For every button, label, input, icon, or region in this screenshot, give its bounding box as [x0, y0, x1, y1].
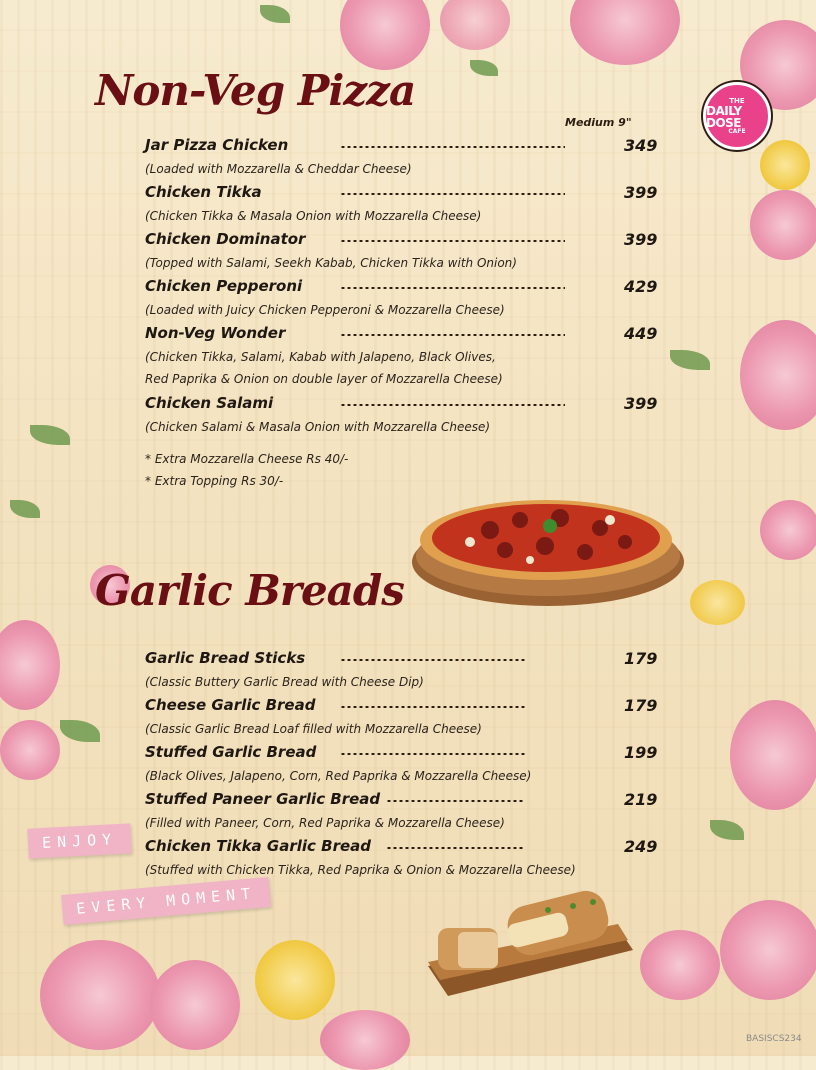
every-moment-banner: EVERY MOMENT [61, 877, 271, 925]
pizza-image [410, 490, 685, 608]
dot-leader [340, 753, 525, 755]
dot-leader [340, 404, 565, 406]
flower-decoration [0, 720, 60, 780]
item-description: (Stuffed with Chicken Tikka, Red Paprika & Onion & Mozzarella Cheese) [145, 863, 576, 877]
item-description: (Loaded with Juicy Chicken Pepperoni & Mozzarella Cheese) [145, 303, 505, 317]
item-price: 449 [624, 324, 658, 343]
extra-note: * Extra Topping Rs 30/- [145, 474, 284, 488]
flower-decoration [730, 700, 816, 810]
dot-leader [386, 847, 525, 849]
item-name: Cheese Garlic Bread [145, 696, 316, 714]
cafe-logo [703, 82, 771, 150]
item-name: Stuffed Garlic Bread [145, 743, 317, 761]
flower-decoration [0, 620, 60, 710]
flower-decoration [760, 500, 816, 560]
flower-decoration [760, 140, 810, 190]
flower-decoration [320, 1010, 410, 1070]
item-price: 349 [624, 136, 658, 155]
document-code: BASISCS234 [746, 1034, 802, 1044]
flower-decoration [440, 0, 510, 50]
item-name: Chicken Salami [145, 394, 274, 412]
item-name: Chicken Tikka [145, 183, 262, 201]
leaf-decoration [10, 500, 40, 518]
dot-leader [340, 193, 565, 195]
item-price: 199 [624, 743, 658, 762]
item-price: 179 [624, 649, 658, 668]
dot-leader [340, 706, 525, 708]
flower-decoration [570, 0, 680, 65]
item-price: 399 [624, 230, 658, 249]
item-description: (Topped with Salami, Seekh Kabab, Chicken Tikka with Onion) [145, 256, 517, 270]
item-name: Garlic Bread Sticks [145, 649, 306, 667]
leaf-decoration [60, 720, 100, 742]
item-description: (Classic Garlic Bread Loaf filled with Mozzarella Cheese) [145, 722, 482, 736]
item-name: Non-Veg Wonder [145, 324, 286, 342]
item-description: (Chicken Tikka, Salami, Kabab with Jalapeno, Black Olives, [145, 350, 496, 364]
flower-decoration [40, 940, 160, 1050]
flower-decoration [690, 580, 745, 625]
dot-leader [340, 334, 565, 336]
logo-line3: CAFE [728, 127, 746, 135]
item-price: 219 [624, 790, 658, 809]
section-title-nonveg-pizza: Non-Veg Pizza [95, 66, 416, 115]
leaf-decoration [30, 425, 70, 445]
flower-decoration [740, 320, 816, 430]
item-description: (Loaded with Mozzarella & Cheddar Cheese) [145, 162, 412, 176]
item-description: (Chicken Tikka & Masala Onion with Mozzarella Cheese) [145, 209, 482, 223]
item-name: Chicken Tikka Garlic Bread [145, 837, 371, 855]
dot-leader [340, 146, 565, 148]
flower-decoration [640, 930, 720, 1000]
enjoy-banner: ENJOY [27, 823, 132, 858]
garlic-bread-image [428, 888, 633, 1000]
item-description: (Chicken Salami & Masala Onion with Mozzarella Cheese) [145, 420, 491, 434]
item-name: Chicken Dominator [145, 230, 306, 248]
size-label: Medium 9" [565, 116, 632, 129]
leaf-decoration [470, 60, 498, 76]
flower-decoration [750, 190, 816, 260]
flower-decoration [255, 940, 335, 1020]
item-price: 399 [624, 394, 658, 413]
item-description: (Filled with Paneer, Corn, Red Paprika & Mozzarella Cheese) [145, 816, 505, 830]
dot-leader [340, 240, 565, 242]
item-price: 399 [624, 183, 658, 202]
leaf-decoration [260, 5, 290, 23]
dot-leader [340, 287, 565, 289]
extra-note: * Extra Mozzarella Cheese Rs 40/- [145, 452, 349, 466]
logo-line2: DAILY DOSE [706, 103, 742, 130]
item-price: 429 [624, 277, 658, 296]
item-description: (Classic Buttery Garlic Bread with Cheese Dip) [145, 675, 424, 689]
item-price: 249 [624, 837, 658, 856]
logo-line1: THE [729, 96, 745, 105]
flower-decoration [150, 960, 240, 1050]
dot-leader [386, 800, 525, 802]
leaf-decoration [710, 820, 744, 840]
item-name: Chicken Pepperoni [145, 277, 303, 295]
dot-leader [340, 659, 525, 661]
flower-decoration [340, 0, 430, 70]
flower-decoration [720, 900, 816, 1000]
item-description-line2: Red Paprika & Onion on double layer of Mozzarella Cheese) [145, 372, 503, 386]
section-title-garlic-breads: Garlic Breads [95, 566, 404, 615]
item-name: Jar Pizza Chicken [145, 136, 289, 154]
item-description: (Black Olives, Jalapeno, Corn, Red Paprika & Mozzarella Cheese) [145, 769, 532, 783]
item-price: 179 [624, 696, 658, 715]
leaf-decoration [670, 350, 710, 370]
item-name: Stuffed Paneer Garlic Bread [145, 790, 381, 808]
